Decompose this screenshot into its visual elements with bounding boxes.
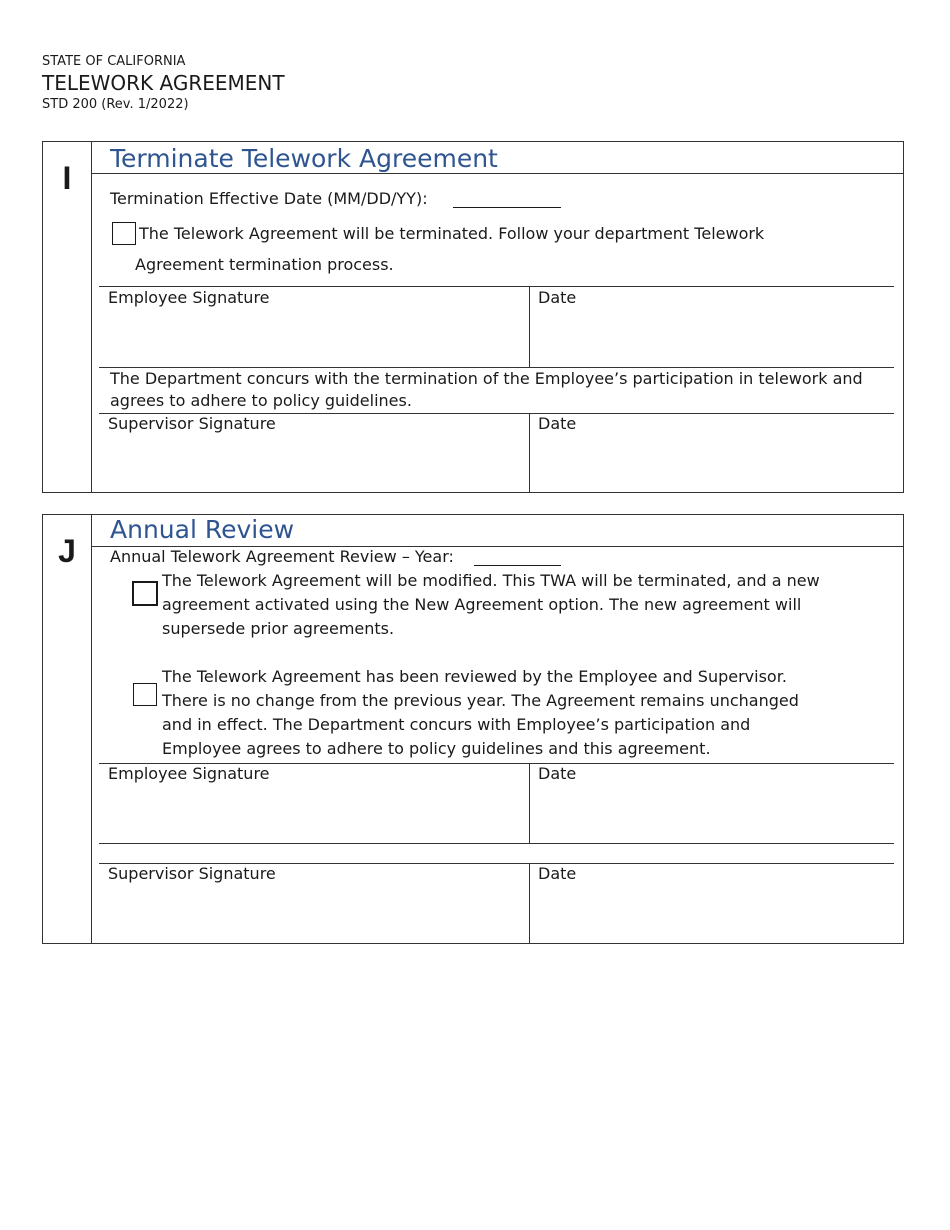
concur-text-line1: The Department concurs with the termination of the Employee’s participation in telework and bbox=[110, 369, 863, 388]
employee-column-divider bbox=[529, 763, 530, 843]
form-header bbox=[42, 54, 285, 114]
concur-text-line2: agrees to adhere to policy guidelines. bbox=[110, 391, 412, 410]
employee-date-label: Date bbox=[538, 764, 577, 783]
state-label: STATE OF CALIFORNIA bbox=[42, 54, 186, 69]
supervisor-column-divider bbox=[529, 863, 530, 943]
supervisor-column-divider bbox=[529, 413, 530, 493]
terminate-checkbox[interactable] bbox=[112, 222, 136, 245]
supervisor-signature-label: Supervisor Signature bbox=[108, 414, 276, 433]
effective-date-field[interactable] bbox=[453, 207, 561, 208]
employee-date-label: Date bbox=[538, 288, 577, 307]
section-letter-cell bbox=[43, 142, 92, 492]
option1-line2: agreement activated using the New Agreement option. The new agreement will bbox=[162, 595, 802, 614]
supervisor-date-field[interactable] bbox=[531, 436, 891, 491]
section-letter-cell bbox=[43, 515, 92, 943]
supervisor-date-label: Date bbox=[538, 414, 577, 433]
section-title: Annual Review bbox=[110, 515, 295, 544]
supervisor-date-field[interactable] bbox=[531, 886, 891, 942]
option2-line2: There is no change from the previous year. The Agreement remains unchanged bbox=[162, 691, 799, 710]
option1-line1: The Telework Agreement will be modified. This TWA will be terminated, and a new bbox=[162, 571, 820, 590]
section-j-annual-review bbox=[42, 514, 904, 944]
section-letter: I bbox=[62, 160, 72, 196]
supervisor-date-label: Date bbox=[538, 864, 577, 883]
terminate-text-line1: The Telework Agreement will be terminated. Follow your department Telework bbox=[139, 224, 765, 243]
terminate-text-line2: Agreement termination process. bbox=[135, 255, 394, 274]
option2-line4: Employee agrees to adhere to policy guidelines and this agreement. bbox=[162, 739, 711, 758]
option2-line1: The Telework Agreement has been reviewed by the Employee and Supervisor. bbox=[162, 667, 787, 686]
form-title: TELEWORK AGREEMENT bbox=[42, 71, 285, 95]
employee-signature-label: Employee Signature bbox=[108, 764, 270, 783]
section-bottom-line bbox=[99, 943, 894, 944]
title-divider bbox=[91, 173, 903, 174]
employee-table-bottom bbox=[99, 843, 894, 844]
employee-date-field[interactable] bbox=[531, 786, 891, 842]
supervisor-signature-field[interactable] bbox=[100, 436, 528, 491]
signature-column-divider bbox=[529, 286, 530, 367]
form-revision: STD 200 (Rev. 1/2022) bbox=[42, 97, 189, 112]
employee-signature-label: Employee Signature bbox=[108, 288, 270, 307]
review-year-field[interactable] bbox=[474, 565, 561, 566]
employee-signature-field[interactable] bbox=[100, 310, 528, 366]
modify-checkbox[interactable] bbox=[132, 581, 158, 606]
review-year-label: Annual Telework Agreement Review – Year: bbox=[110, 547, 454, 566]
supervisor-signature-label: Supervisor Signature bbox=[108, 864, 276, 883]
section-letter: J bbox=[58, 533, 76, 569]
option2-line3: and in effect. The Department concurs with Employee’s participation and bbox=[162, 715, 751, 734]
employee-date-field[interactable] bbox=[531, 310, 891, 366]
option1-line3: supersede prior agreements. bbox=[162, 619, 395, 638]
effective-date-label: Termination Effective Date (MM/DD/YY): bbox=[110, 189, 428, 208]
section-bottom-line bbox=[99, 492, 894, 493]
supervisor-signature-field[interactable] bbox=[100, 886, 528, 942]
no-change-checkbox[interactable] bbox=[133, 683, 157, 706]
section-i-terminate bbox=[42, 141, 904, 493]
section-title: Terminate Telework Agreement bbox=[110, 144, 498, 173]
employee-signature-field[interactable] bbox=[100, 786, 528, 842]
